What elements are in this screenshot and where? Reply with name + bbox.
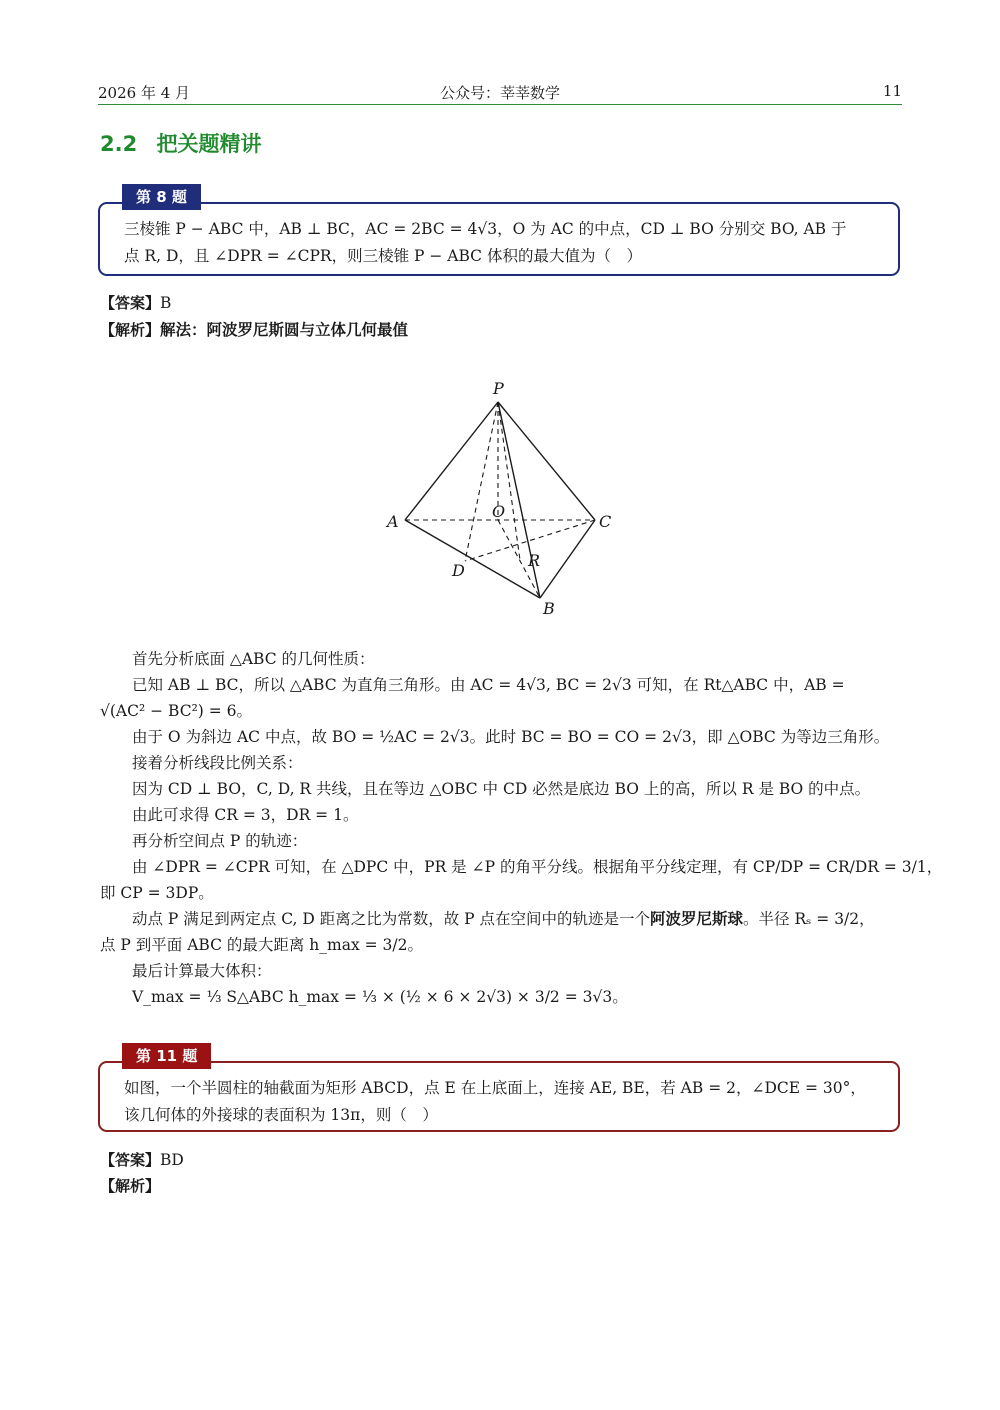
answer-8-value: B — [160, 294, 172, 312]
question-11-tag: 第 11 题 — [122, 1043, 211, 1069]
solution-line-9: 由 ∠DPR = ∠CPR 可知，在 △DPC 中，PR 是 ∠P 的角平分线。根据角平分线定理，有 CP/DP = CR/DR = 3/1， — [132, 858, 943, 876]
analysis-8-row — [100, 318, 408, 340]
answer-11-value: BD — [160, 1151, 184, 1169]
answer-11-row — [100, 1149, 184, 1170]
solution-line-11-c: 。半径 Rₛ = 3/2， — [743, 910, 875, 928]
edge-cb — [540, 520, 595, 598]
question-11-line-1: 如图，一个半圆柱的轴截面为矩形 ABCD，点 E 在上底面上，连接 AE, BE，若 AB = 2，∠DCE = 30°， — [124, 1079, 866, 1097]
page-header — [98, 82, 902, 104]
label-c: C — [599, 512, 612, 531]
question-11-box — [98, 1061, 900, 1132]
solution-line-6: 因为 CD ⊥ BO，C, D, R 共线，且在等边 △OBC 中 CD 必然是底边 BO 上的高，所以 R 是 BO 的中点。 — [132, 780, 871, 798]
solution-line-11-a: 动点 P 满足到两定点 C, D 距离之比为常数，故 P 点在空间中的轨迹是一个 — [132, 910, 651, 928]
solution-line-11 — [132, 907, 875, 929]
section-heading: 把关题精讲 — [156, 132, 262, 156]
page-number: 11 — [882, 82, 902, 100]
question-8-line-2: 点 R, D，且 ∠DPR = ∠CPR，则三棱锥 P − ABC 体积的最大值为（ ） — [124, 247, 642, 265]
label-o: O — [492, 502, 506, 521]
analysis-method: 解法：阿波罗尼斯圆与立体几何最值 — [160, 321, 409, 339]
section-number: 2.2 — [100, 132, 138, 156]
solution-line-13: 最后计算最大体积： — [132, 962, 272, 980]
question-11-line-2: 该几何体的外接球的表面积为 13π，则（ ） — [124, 1106, 438, 1124]
solution-line-3: √(AC² − BC²) = 6。 — [100, 702, 253, 720]
segment-pd — [465, 402, 498, 561]
header-divider — [98, 104, 902, 105]
analysis-label: 【解析】 — [100, 321, 161, 339]
tetrahedron-figure — [370, 370, 650, 630]
solution-line-2: 已知 AB ⊥ BC，所以 △ABC 为直角三角形。由 AC = 4√3, BC = 2√3 可知，在 Rt△ABC 中，AB = — [132, 676, 845, 694]
edge-pc — [498, 402, 595, 520]
label-p: P — [493, 379, 504, 398]
solution-line-4: 由于 O 为斜边 AC 中点，故 BO = ½AC = 2√3。此时 BC = BO = CO = 2√3，即 △OBC 为等边三角形。 — [132, 728, 890, 746]
label-r: R — [528, 551, 541, 570]
solution-line-8: 再分析空间点 P 的轨迹： — [132, 832, 308, 850]
solution-line-10: 即 CP = 3DP。 — [100, 884, 214, 902]
apollonius-sphere-term: 阿波罗尼斯球 — [650, 910, 744, 928]
analysis-11-label: 【解析】 — [100, 1177, 161, 1195]
question-8-box — [98, 202, 900, 276]
edge-pa — [405, 402, 498, 520]
label-d: D — [452, 561, 465, 580]
analysis-11-row — [100, 1175, 160, 1196]
header-date: 2026 年 4 月 — [98, 84, 191, 102]
answer-8-row — [100, 292, 171, 313]
solution-line-14: V_max = ⅓ S△ABC h_max = ⅓ × (½ × 6 × 2√3) × 3/2 = 3√3。 — [132, 988, 628, 1006]
header-account: 公众号：莘莘数学 — [439, 84, 560, 102]
label-b: B — [543, 599, 555, 618]
solution-line-5: 接着分析线段比例关系： — [132, 754, 303, 772]
solution-line-7: 由此可求得 CR = 3，DR = 1。 — [132, 806, 359, 824]
label-a: A — [387, 512, 399, 531]
answer-11-label: 【答案】 — [100, 1151, 161, 1169]
question-8-tag: 第 8 题 — [122, 184, 201, 210]
answer-label: 【答案】 — [100, 294, 161, 312]
solution-line-12: 点 P 到平面 ABC 的最大距离 h_max = 3/2。 — [100, 936, 423, 954]
section-title — [100, 128, 262, 158]
solution-line-1: 首先分析底面 △ABC 的几何性质： — [132, 650, 375, 668]
question-8-line-1: 三棱锥 P − ABC 中，AB ⊥ BC，AC = 2BC = 4√3，O 为 AC 的中点，CD ⊥ BO 分别交 BO, AB 于 — [124, 220, 847, 238]
